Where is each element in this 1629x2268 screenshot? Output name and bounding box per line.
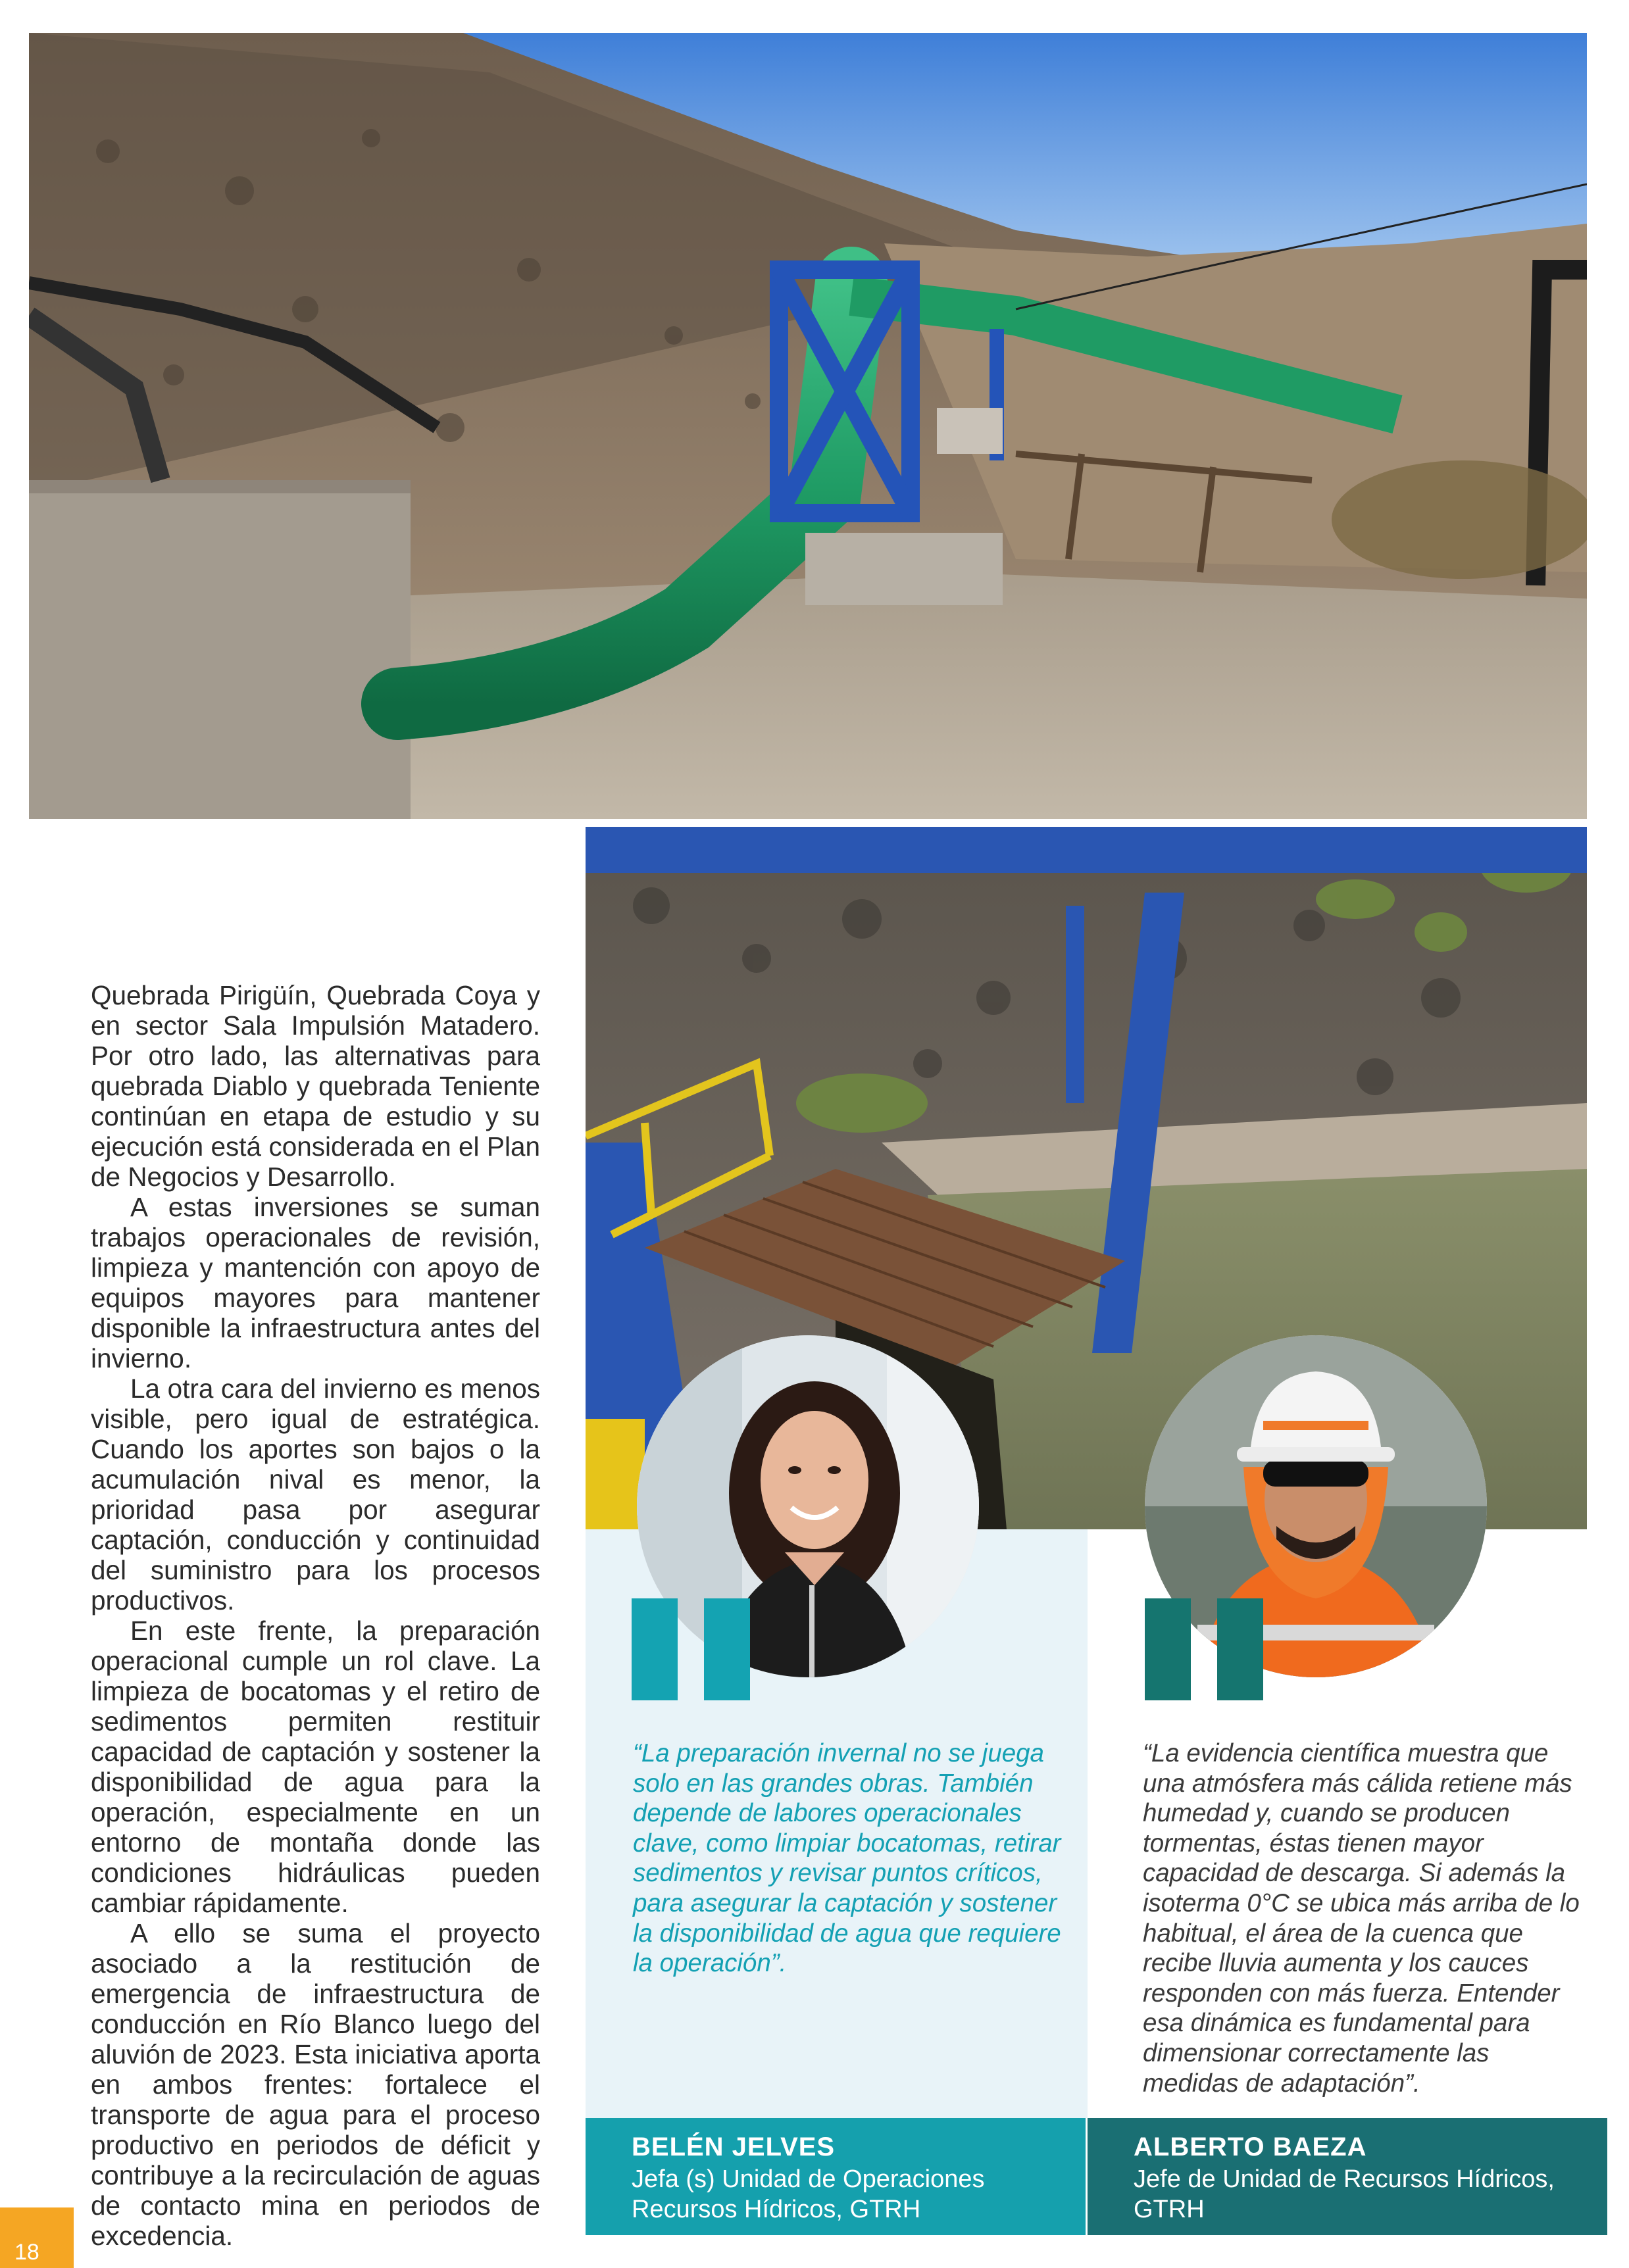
page-number: 18 xyxy=(14,2240,39,2265)
paragraph: A ello se suma el proyecto asociado a la restitución de emergencia de infraestructura de conducción en Río Blanco luego del aluvión de 2023. Esta iniciativa aporta en ambos frentes: fortalece el transporte de agua para el proceso productivo en periodos de déficit y contribuye a la recirculación de aguas de contacto mina en periodos de excedencia. xyxy=(91,1918,540,2251)
paragraph: A estas inversiones se suman trabajos operacionales de revisión, limpieza y mantención con apoyo de equipos mayores para mantener disponible la infraestructura antes del invierno. xyxy=(91,1192,540,1373)
person-name: BELÉN JELVES xyxy=(632,2132,836,2161)
quote-mark-icon xyxy=(1145,1598,1276,1704)
quote-text-left: “La preparación invernal no se juega solo en las grandes obras. También depende de labores operacionales clave, como limpiar bocatomas, retirar sedimentos y revisar puntos críticos, para asegurar la captación y sostener la disponibilidad de agua que requiere la operación”. xyxy=(633,1739,1061,1978)
person-role: Jefa (s) Unidad de Operaciones Recursos Hídricos, GTRH xyxy=(632,2165,985,2223)
photo-pipeline xyxy=(29,33,1587,819)
quote-mark-icon xyxy=(632,1598,763,1704)
paragraph: En este frente, la preparación operacional cumple un rol clave. La limpieza de bocatomas y el retiro de sedimentos permiten restituir capacidad de captación y sostener la disponibilidad de agua para la operación, especialmente en un entorno de montaña donde las condiciones hidráulicas pueden cambiar rápidamente. xyxy=(91,1615,540,1918)
person-name: ALBERTO BAEZA xyxy=(1134,2132,1367,2161)
name-bar-left xyxy=(586,2118,1086,2235)
quote-text-right: “La evidencia científica muestra que una atmósfera más cálida retiene más humedad y, cuando se producen tormentas, éstas tienen mayor capacidad de descarga. Si además la isoterma 0°C se ubica más arriba de lo habitual, el área de la cuenca que recibe lluvia aumenta y los cauces responden con más fuerza. Entender esa dinámica es fundamental para dimensionar correctamente las medidas de adaptación”. xyxy=(1143,1739,1580,2098)
name-bar-right xyxy=(1088,2118,1607,2235)
paragraph: Quebrada Pirigüín, Quebrada Coya y en sector Sala Impulsión Matadero. Por otro lado, las alternativas para quebrada Diablo y quebrada Teniente continúan en etapa de estudio y su ejecución está considerada en el Plan de Negocios y Desarrollo. xyxy=(91,980,540,1192)
body-text xyxy=(91,980,540,2251)
person-role: Jefe de Unidad de Recursos Hídricos, GTRH xyxy=(1134,2165,1555,2223)
paragraph: La otra cara del invierno es menos visible, pero igual de estratégica. Cuando los aportes son bajos o la acumulación nival es menor, la prioridad pasa por asegurar captación, conducción y continuidad del suministro para los procesos productivos. xyxy=(91,1373,540,1615)
